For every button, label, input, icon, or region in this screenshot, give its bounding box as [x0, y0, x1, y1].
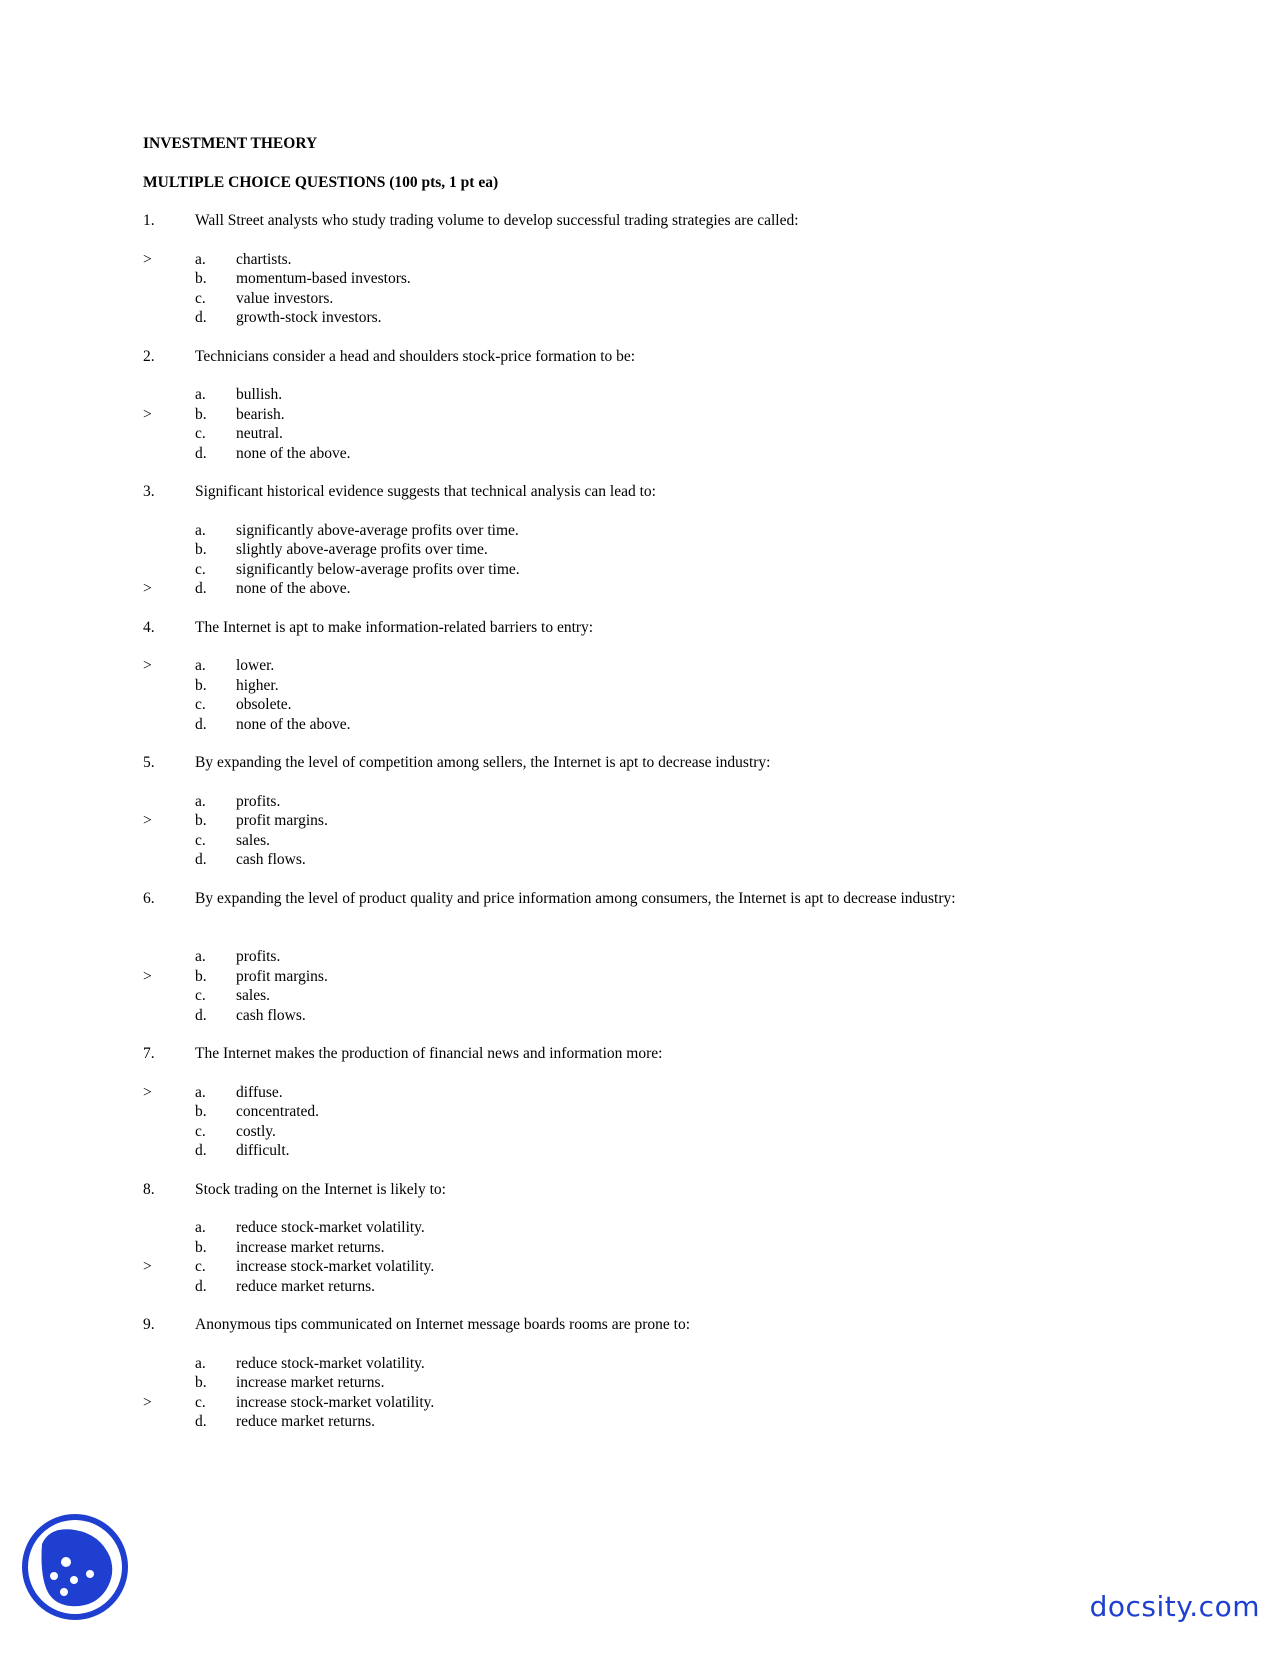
question-text: Anonymous tips communicated on Internet message boards rooms are prone to:: [195, 1316, 691, 1333]
option-text: growth-stock investors.: [236, 309, 382, 326]
docsity-brand-text[interactable]: docsity.com: [1089, 1590, 1260, 1623]
option-text: slightly above-average profits over time.: [236, 541, 488, 558]
question-text: The Internet makes the production of financial news and information more:: [195, 1045, 663, 1062]
question-number: 4.: [143, 618, 155, 636]
document-title: INVESTMENT THEORY: [143, 135, 318, 152]
answer-marker: >: [143, 657, 152, 674]
option-letter: d.: [195, 444, 207, 462]
option-text: increase stock-market volatility.: [236, 1393, 435, 1411]
option-text: profit margins.: [236, 967, 328, 985]
option-row: [143, 1277, 1143, 1297]
option-row: [143, 695, 1143, 715]
question-row: [143, 211, 1143, 231]
option-row: [143, 1354, 1143, 1374]
option-text: reduce market returns.: [236, 1277, 376, 1295]
option-letter: a.: [195, 792, 206, 810]
option-text: profit margins.: [236, 812, 328, 829]
question-text: Technicians consider a head and shoulders stock-price formation to be:: [195, 347, 636, 365]
option-letter: d.: [195, 309, 207, 326]
option-letter: a.: [195, 657, 206, 674]
option-letter: a.: [195, 1083, 206, 1101]
answer-marker: [143, 289, 195, 309]
option-row: [143, 1238, 1143, 1258]
option-text: reduce stock-market volatility.: [236, 1354, 425, 1372]
option-row: [143, 967, 1143, 987]
question-item: [143, 1315, 1143, 1432]
option-letter: d.: [195, 715, 207, 733]
answer-marker: [143, 1412, 195, 1432]
option-row: [143, 1006, 1143, 1026]
option-letter: c.: [195, 1258, 206, 1275]
question-number: 2.: [143, 347, 155, 365]
question-text: The Internet is apt to make information-related barriers to entry:: [195, 618, 594, 636]
option-row: [143, 811, 1143, 831]
question-item: [143, 889, 1143, 1026]
option-text: significantly above-average profits over time.: [236, 521, 519, 539]
option-row: [143, 1122, 1143, 1142]
answer-marker: [143, 947, 195, 967]
option-row: [143, 831, 1143, 851]
option-text: profits.: [236, 948, 281, 965]
option-list: [143, 1354, 1143, 1432]
option-letter: b.: [195, 1374, 207, 1391]
option-text: bearish.: [236, 405, 285, 423]
question-row: [143, 1315, 1143, 1335]
answer-marker: >: [143, 967, 152, 985]
answer-marker: [143, 831, 195, 851]
option-text: higher.: [236, 676, 279, 694]
question-number: 5.: [143, 754, 155, 771]
answer-marker: [143, 1218, 195, 1238]
answer-marker: [143, 1102, 195, 1122]
answer-marker: [143, 676, 195, 696]
question-row: [143, 482, 1143, 502]
option-row: [143, 444, 1143, 464]
option-letter: d.: [195, 1413, 207, 1430]
option-text: sales.: [236, 987, 271, 1004]
option-row: [143, 656, 1143, 676]
option-text: momentum-based investors.: [236, 270, 411, 287]
option-text: cash flows.: [236, 1006, 306, 1024]
option-row: [143, 676, 1143, 696]
question-text: Wall Street analysts who study trading volume to develop successful trading strategies are called:: [195, 212, 799, 229]
answer-marker: [143, 1373, 195, 1393]
option-list: [143, 250, 1143, 328]
answer-marker: [143, 1122, 195, 1142]
answer-marker: >: [143, 405, 152, 423]
option-text: increase market returns.: [236, 1374, 385, 1391]
question-row: [143, 753, 1143, 773]
question-number: 7.: [143, 1045, 155, 1062]
option-row: [143, 424, 1143, 444]
option-letter: b.: [195, 541, 207, 558]
option-letter: d.: [195, 1006, 207, 1024]
option-letter: d.: [195, 851, 207, 868]
option-letter: a.: [195, 948, 206, 965]
option-row: [143, 1373, 1143, 1393]
question-item: [143, 482, 1143, 599]
option-row: [143, 579, 1143, 599]
option-text: reduce stock-market volatility.: [236, 1219, 425, 1236]
question-item: [143, 618, 1143, 735]
option-text: significantly below-average profits over time.: [236, 560, 520, 578]
option-text: diffuse.: [236, 1083, 283, 1101]
option-letter: a.: [195, 386, 206, 403]
answer-marker: [143, 986, 195, 1006]
question-number: 6.: [143, 889, 155, 907]
question-row: [143, 1044, 1143, 1064]
option-list: [143, 947, 1143, 1025]
question-list: [143, 211, 1143, 1432]
option-text: reduce market returns.: [236, 1413, 376, 1430]
question-number: 8.: [143, 1180, 155, 1198]
option-row: [143, 986, 1143, 1006]
option-row: [143, 715, 1143, 735]
option-letter: b.: [195, 812, 207, 829]
answer-marker: >: [143, 1083, 152, 1101]
answer-marker: [143, 850, 195, 870]
option-list: [143, 521, 1143, 599]
option-letter: d.: [195, 1277, 207, 1295]
answer-marker: [143, 269, 195, 289]
option-row: [143, 1218, 1143, 1238]
answer-marker: [143, 424, 195, 444]
option-letter: b.: [195, 676, 207, 694]
option-text: cash flows.: [236, 851, 306, 868]
option-row: [143, 560, 1143, 580]
question-item: [143, 1044, 1143, 1161]
document-content: [143, 134, 1143, 1451]
question-number: 3.: [143, 483, 155, 500]
answer-marker: [143, 540, 195, 560]
option-letter: c.: [195, 1122, 206, 1140]
option-row: [143, 1412, 1143, 1432]
question-item: [143, 211, 1143, 328]
option-text: lower.: [236, 657, 275, 674]
option-row: [143, 1141, 1143, 1161]
option-row: [143, 405, 1143, 425]
option-letter: c.: [195, 987, 206, 1004]
option-letter: b.: [195, 967, 207, 985]
option-row: [143, 521, 1143, 541]
option-row: [143, 1393, 1143, 1413]
question-number: 1.: [143, 212, 155, 229]
question-text: Stock trading on the Internet is likely to:: [195, 1180, 446, 1198]
question-row: [143, 618, 1143, 638]
option-text: sales.: [236, 831, 271, 849]
option-letter: a.: [195, 1354, 206, 1372]
answer-marker: [143, 1238, 195, 1258]
option-row: [143, 269, 1143, 289]
option-letter: d.: [195, 1142, 207, 1159]
option-letter: b.: [195, 270, 207, 287]
answer-marker: >: [143, 812, 152, 829]
answer-marker: [143, 521, 195, 541]
question-text: By expanding the level of product quality and price information among consumers, the Internet is apt to decrease industry:: [195, 889, 956, 907]
question-item: [143, 1180, 1143, 1297]
answer-marker: [143, 695, 195, 715]
option-list: [143, 792, 1143, 870]
answer-marker: [143, 308, 195, 328]
option-row: [143, 850, 1143, 870]
option-list: [143, 1083, 1143, 1161]
option-text: increase stock-market volatility.: [236, 1258, 435, 1275]
option-row: [143, 385, 1143, 405]
option-text: increase market returns.: [236, 1238, 385, 1256]
answer-marker: >: [143, 250, 152, 268]
option-row: [143, 250, 1143, 270]
question-text: Significant historical evidence suggests that technical analysis can lead to:: [195, 483, 656, 500]
question-item: [143, 347, 1143, 464]
option-text: bullish.: [236, 386, 283, 403]
answer-marker: >: [143, 1258, 152, 1275]
option-text: difficult.: [236, 1142, 290, 1159]
option-letter: b.: [195, 1238, 207, 1256]
option-text: profits.: [236, 792, 281, 810]
option-row: [143, 1083, 1143, 1103]
answer-marker: [143, 385, 195, 405]
option-letter: c.: [195, 1393, 206, 1411]
option-letter: c.: [195, 831, 206, 849]
option-row: [143, 540, 1143, 560]
option-letter: c.: [195, 696, 206, 713]
option-list: [143, 1218, 1143, 1296]
section-title: MULTIPLE CHOICE QUESTIONS (100 pts, 1 pt ea): [143, 173, 499, 191]
question-number: 9.: [143, 1316, 155, 1333]
option-letter: b.: [195, 1103, 207, 1120]
option-text: obsolete.: [236, 696, 292, 713]
answer-marker: [143, 1277, 195, 1297]
answer-marker: >: [143, 580, 152, 597]
option-letter: b.: [195, 405, 207, 423]
docsity-logo-icon: [20, 1512, 130, 1622]
answer-marker: [143, 560, 195, 580]
question-row: [143, 1180, 1143, 1200]
option-row: [143, 1257, 1143, 1277]
answer-marker: [143, 1141, 195, 1161]
answer-marker: [143, 444, 195, 464]
option-row: [143, 289, 1143, 309]
option-text: chartists.: [236, 250, 292, 268]
option-letter: c.: [195, 289, 206, 307]
option-row: [143, 1102, 1143, 1122]
option-text: none of the above.: [236, 715, 351, 733]
option-text: neutral.: [236, 425, 283, 442]
option-row: [143, 308, 1143, 328]
option-letter: c.: [195, 425, 206, 442]
answer-marker: [143, 715, 195, 735]
question-text: By expanding the level of competition among sellers, the Internet is apt to decrease industry:: [195, 754, 771, 771]
answer-marker: [143, 1006, 195, 1026]
option-text: none of the above.: [236, 444, 351, 462]
question-row: [143, 347, 1143, 367]
question-row: [143, 889, 1143, 909]
question-item: [143, 753, 1143, 870]
option-list: [143, 385, 1143, 463]
option-letter: d.: [195, 580, 207, 597]
option-letter: a.: [195, 521, 206, 539]
option-text: costly.: [236, 1122, 276, 1140]
option-row: [143, 792, 1143, 812]
option-text: none of the above.: [236, 580, 351, 597]
answer-marker: [143, 792, 195, 812]
answer-marker: >: [143, 1393, 152, 1411]
option-text: value investors.: [236, 289, 334, 307]
option-row: [143, 947, 1143, 967]
option-letter: a.: [195, 250, 206, 268]
option-letter: a.: [195, 1219, 206, 1236]
option-list: [143, 656, 1143, 734]
option-letter: c.: [195, 560, 206, 578]
option-text: concentrated.: [236, 1103, 320, 1120]
answer-marker: [143, 1354, 195, 1374]
